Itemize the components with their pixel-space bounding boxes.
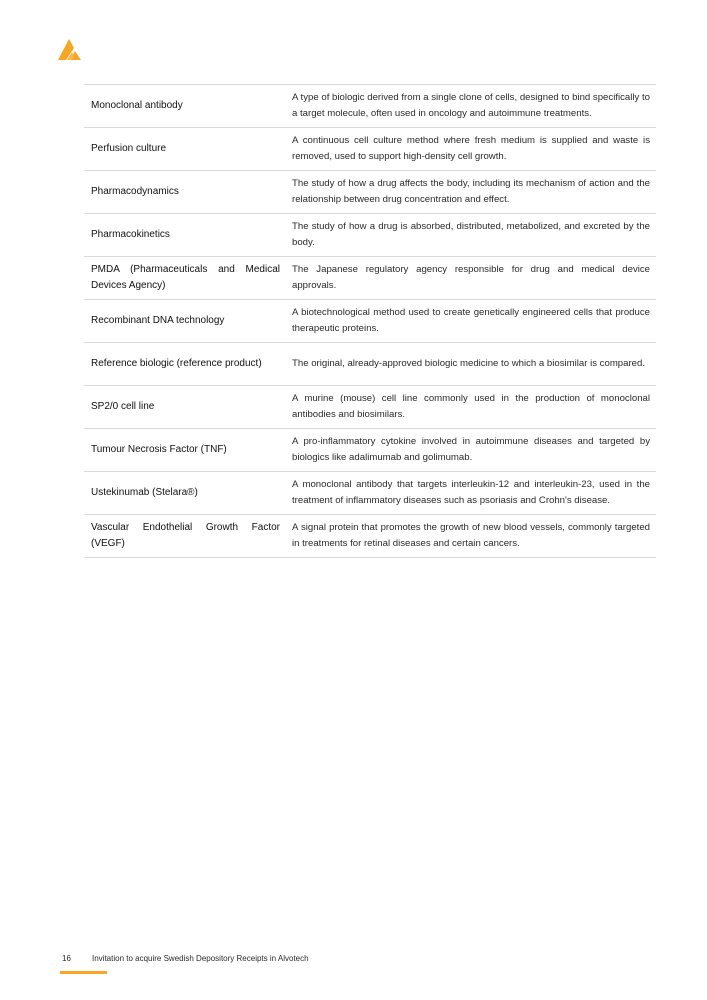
page-number: 16 bbox=[62, 954, 71, 963]
glossary-term: Recombinant DNA technology bbox=[91, 315, 225, 326]
glossary-definition: A monoclonal antibody that targets interleukin-12 and interleukin-23, used in the treatment of inflammatory diseases such as psoriasis and Crohn's disease. bbox=[292, 478, 650, 506]
table-row bbox=[84, 515, 656, 558]
table-row bbox=[84, 171, 656, 214]
glossary-definition: A pro-inflammatory cytokine involved in autoimmune diseases and targeted by biologics like adalimumab and golimumab. bbox=[292, 435, 650, 463]
table-row bbox=[84, 214, 656, 257]
table-row bbox=[84, 429, 656, 472]
alvotech-logo-icon bbox=[58, 38, 86, 60]
glossary-term: Monoclonal antibody bbox=[91, 100, 183, 111]
glossary-definition: A biotechnological method used to create genetically engineered cells that produce therapeutic proteins. bbox=[292, 306, 650, 334]
glossary-term: PMDA (Pharmaceuticals and Medical Devices Agency) bbox=[91, 264, 280, 291]
glossary-term: Reference biologic (reference product) bbox=[91, 358, 262, 369]
glossary-term: Ustekinumab (Stelara®) bbox=[91, 487, 198, 498]
table-row bbox=[84, 472, 656, 515]
table-row bbox=[84, 128, 656, 171]
footer-text: Invitation to acquire Swedish Depository Receipts in Alvotech bbox=[92, 954, 309, 963]
glossary-definition: A signal protein that promotes the growth of new blood vessels, commonly targeted in treatments for retinal diseases and certain cancers. bbox=[292, 521, 650, 549]
table-row bbox=[84, 85, 656, 128]
glossary-definition: The original, already-approved biologic medicine to which a biosimilar is compared. bbox=[292, 357, 646, 369]
glossary-definition: A type of biologic derived from a single clone of cells, designed to bind specifically to a target molecule, often used in oncology and autoimmune treatments. bbox=[292, 91, 650, 119]
footer-accent-bar bbox=[60, 971, 107, 974]
glossary-definition: A murine (mouse) cell line commonly used in the production of monoclonal antibodies and biosimilars. bbox=[292, 392, 650, 420]
glossary-definition: The study of how a drug affects the body, including its mechanism of action and the relationship between drug concentration and effect. bbox=[292, 177, 650, 205]
glossary-term: Tumour Necrosis Factor (TNF) bbox=[91, 444, 227, 455]
table-row bbox=[84, 300, 656, 343]
table-row bbox=[84, 386, 656, 429]
glossary-term: Pharmacodynamics bbox=[91, 186, 179, 197]
glossary-definition: A continuous cell culture method where fresh medium is supplied and waste is removed, used to support high-density cell growth. bbox=[292, 134, 650, 162]
glossary-term: Pharmacokinetics bbox=[91, 229, 170, 240]
glossary-definition: The Japanese regulatory agency responsible for drug and medical device approvals. bbox=[292, 263, 650, 291]
table-row bbox=[84, 257, 656, 300]
glossary-table bbox=[84, 84, 656, 558]
page-footer bbox=[62, 954, 309, 963]
glossary-term: Perfusion culture bbox=[91, 143, 167, 154]
glossary-definition: The study of how a drug is absorbed, distributed, metabolized, and excreted by the body. bbox=[292, 220, 650, 248]
table-row bbox=[84, 343, 656, 386]
glossary-term: Vascular Endothelial Growth Factor (VEGF) bbox=[91, 522, 280, 549]
glossary-term: SP2/0 cell line bbox=[91, 401, 155, 412]
